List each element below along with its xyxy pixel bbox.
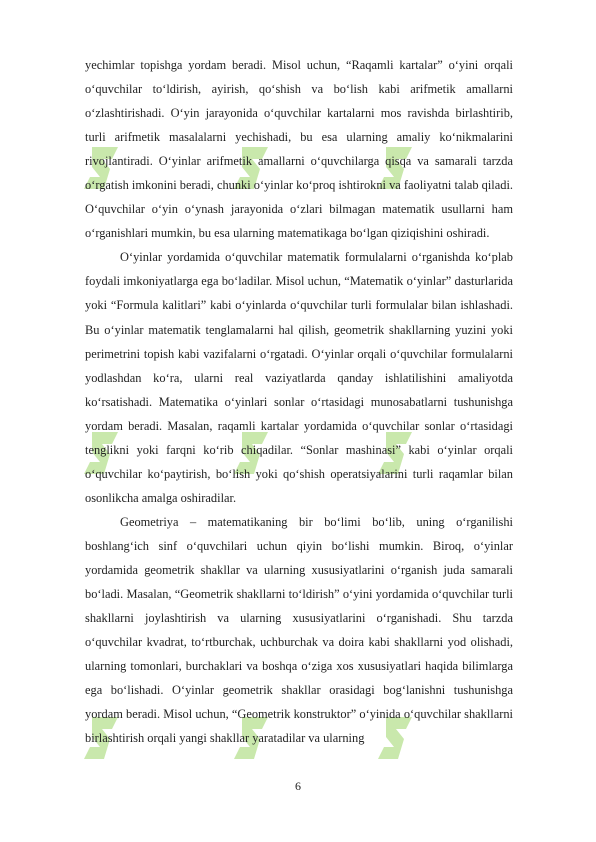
paragraph: O‘yinlar yordamida o‘quvchilar matematik formulalarni o‘rganishda ko‘plab foydali imkoniyatlarga ega bo‘ladilar. Misol uchun, “Matematik o‘yinlar” dasturlarida yoki “Formula kalitlari” kabi o‘yinlarda o‘quvchilar turli formulalar bilan ishlashadi. Bu o‘yinlar matematik tenglamalarni hal qilish, geometrik shakllarning yuzini yoki perimetrini topish kabi vazifalarni o‘rgatadi. O‘yinlar orqali o‘quvchilar formulalarni yodlashdan ko‘ra, ularni real vaziyatlarda qanday ishlatilishini amaliyotda ko‘rsatishadi. Matematika o‘yinlari sonlar o‘rtasidagi munosabatlarni tushunishga yordam beradi. Masalan, raqamli kartalar yordamida o‘quvchilar sonlar o‘rtasidagi tenglikni yoki farqni ko‘rib chiqadilar. “Sonlar mashinasi” kabi o‘yinlar orqali o‘quvchilar ko‘paytirish, bo‘lish yoki qo‘shish operatsiyalarini turli raqamlar bilan osonlikcha amalga oshiradilar. (85, 250, 513, 505)
page-number: 6 (295, 779, 301, 793)
paragraph: Geometriya – matematikaning bir bo‘limi bo‘lib, uning o‘rganilishi boshlang‘ich sinf o‘quvchilari uchun qiyin bo‘lishi mumkin. Biroq, o‘yinlar yordamida geometrik shakllar va ularning xususiyatlarini o‘rganish juda samarali bo‘ladi. Masalan, “Geometrik shakllarni to‘ldirish” o‘yini yordamida o‘quvchilar turli shakllarni joylashtirish va ularning xususiyatlarini o‘rganishadi. Shu tarzda o‘quvchilar kvadrat, to‘rtburchak, uchburchak va doira kabi shakllarni yod olishadi, ularning tomonlari, burchaklari va boshqa o‘ziga xos xususiyatlari haqida bilimlarga ega bo‘lishadi. O‘yinlar geometrik shakllar orasidagi bog‘lanishni tushunishga yordam beradi. Misol uchun, “Geometrik konstruktor” o‘yinida o‘quvchilar shakllarni birlashtirish orqali yangi shakllar yaratadilar va ularning (85, 514, 513, 746)
body-text (85, 53, 513, 750)
paragraph: yechimlar topishga yordam beradi. Misol uchun, “Raqamli kartalar” o‘yini orqali o‘quvchilar to‘ldirish, ayirish, qo‘shish va bo‘lish kabi arifmetik amallarni o‘zlashtirishadi. O‘yin jarayonida o‘quvchilar kartalarni mos ravishda birlashtirib, turli arifmetik masalalarni yechishadi, bu esa ularning amaliy ko‘nikmalarini rivojlantiradi. O‘yinlar arifmetik amallarni o‘quvchilarga qisqa va samarali tarzda o‘rgatish imkonini beradi, chunki o‘yinlar ko‘proq ishtirokni va faoliyatni talab qiladi. O‘quvchilar o‘yin o‘ynash jarayonida o‘zlari bilmagan matematik usullarni ham o‘rganishlari mumkin, bu esa ularning matematikaga bo‘lgan qiziqishini oshiradi. (85, 58, 513, 241)
